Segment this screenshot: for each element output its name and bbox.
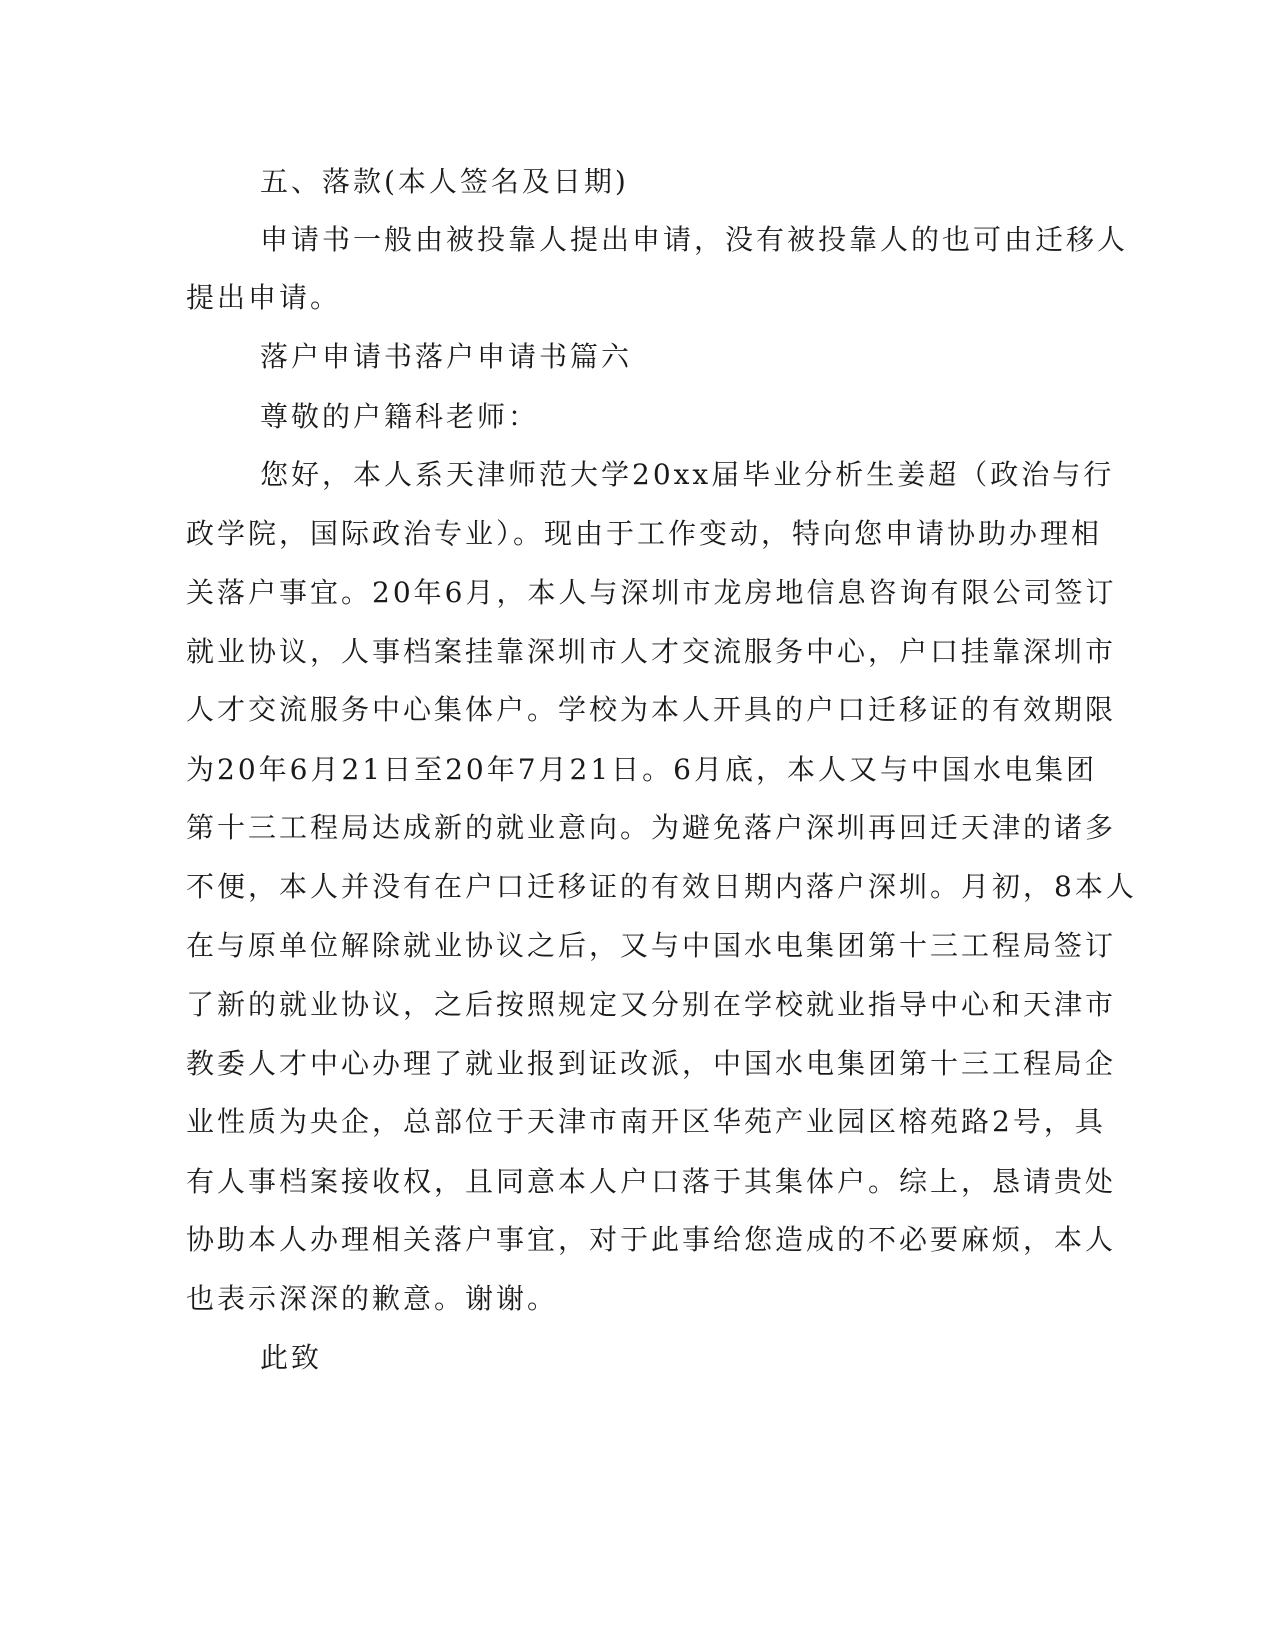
note-line: 提出申请。 xyxy=(186,281,342,314)
body-line: 人才交流服务中心集体户。学校为本人开具的户口迁移证的有效期限 xyxy=(186,693,1117,726)
body-line: 关落户事宜。20年6月，本人与深圳市龙房地信息咨询有限公司签订 xyxy=(186,576,1117,609)
salutation: 尊敬的户籍科老师： xyxy=(260,400,540,433)
body-line: 了新的就业协议，之后按照规定又分别在学校就业指导中心和天津市 xyxy=(186,988,1117,1021)
body-line: 业性质为央企，总部位于天津市南开区华苑产业园区榕苑路2号，具 xyxy=(186,1105,1106,1138)
heading-item: 五、落款(本人签名及日期) xyxy=(260,165,629,198)
body-line: 有人事档案接收权，且同意本人户口落于其集体户。综上，恳请贵处 xyxy=(186,1165,1117,1198)
body-line: 也表示深深的歉意。谢谢。 xyxy=(186,1282,559,1315)
body-line: 教委人才中心办理了就业报到证改派，中国水电集团第十三工程局企 xyxy=(186,1047,1117,1080)
body-line: 政学院，国际政治专业）。现由于工作变动，特向您申请协助办理相 xyxy=(186,517,1103,550)
body-line: 第十三工程局达成新的就业意向。为避免落户深圳再回迁天津的诸多 xyxy=(186,811,1117,844)
body-line: 在与原单位解除就业协议之后，又与中国水电集团第十三工程局签订 xyxy=(186,929,1117,962)
body-line: 您好，本人系天津师范大学20xx届毕业分析生姜超（政治与行 xyxy=(260,458,1115,491)
body-line: 为20年6月21日至20年7月21日。6月底，本人又与中国水电集团 xyxy=(186,753,1097,786)
body-line: 协助本人办理相关落户事宜，对于此事给您造成的不必要麻烦，本人 xyxy=(186,1223,1117,1256)
body-line: 就业协议，人事档案挂靠深圳市人才交流服务中心，户口挂靠深圳市 xyxy=(186,635,1117,668)
closing: 此致 xyxy=(260,1341,323,1374)
note-line: 申请书一般由被投靠人提出申请，没有被投靠人的也可由迁移人 xyxy=(260,223,1129,256)
body-line: 不便，本人并没有在户口迁移证的有效日期内落户深圳。月初，8本人 xyxy=(186,870,1137,903)
section-title: 落户申请书落户申请书篇六 xyxy=(260,340,633,373)
